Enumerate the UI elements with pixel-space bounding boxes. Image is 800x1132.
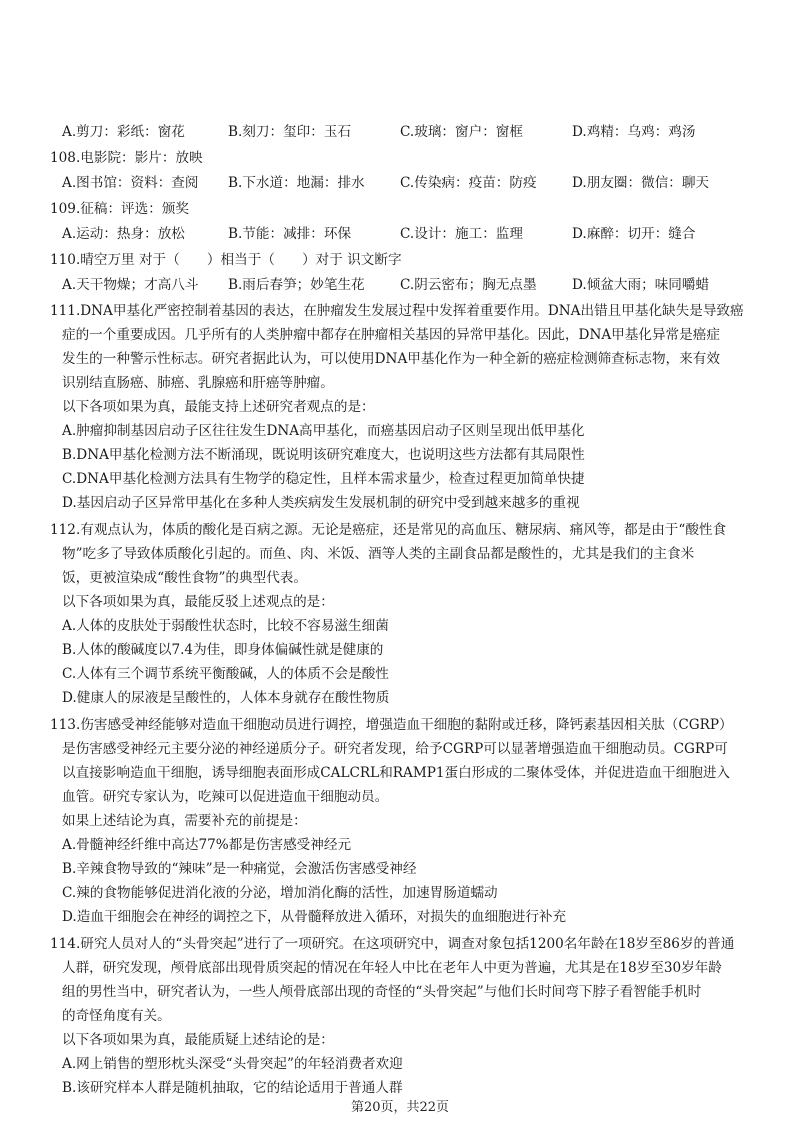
option-d: D.基因启动子区异常甲基化在多种人类疾病发生发展机制的研究中受到越来越多的重视 xyxy=(62,495,580,511)
question-stem-line: 症的一个重要成因。几乎所有的人类肿瘤中都存在肿瘤相关基因的异常甲基化。因此，DNA甲基化异常是癌症 xyxy=(62,327,720,343)
option-d: D.鸡精：乌鸡：鸡汤 xyxy=(572,124,696,140)
option-b: B.节能：减排：环保 xyxy=(228,226,352,242)
question-stem-line: 113.伤害感受神经能够对造血干细胞动员进行调控，增强造血干细胞的黏附或迁移，降钙素基因相关肽（CGRP） xyxy=(50,717,733,733)
option-c: C.传染病：疫苗：防疫 xyxy=(400,175,537,191)
option-row xyxy=(50,221,768,248)
option-d: D.麻醉：切开：缝合 xyxy=(572,226,696,242)
question-108 xyxy=(50,146,768,197)
question-stem-line: 物”吃多了导致体质酸化引起的。而鱼、肉、米饭、酒等人类的主副食品都是酸性的，尤其是我们的主食米 xyxy=(62,546,695,562)
question-stem-line: 识别结直肠癌、肺癌、乳腺癌和肝癌等肿瘤。 xyxy=(62,375,334,391)
option-d: D.倾盆大雨；味同嚼蜡 xyxy=(572,277,710,293)
option-c: C.人体有三个调节系统平衡酸碱，人的体质不会是酸性 xyxy=(62,666,389,682)
option-d: D.健康人的尿液是呈酸性的，人体本身就存在酸性物质 xyxy=(62,690,390,706)
option-d: D.造血干细胞会在神经的调控之下，从骨髓释放进入循环，对损失的血细胞进行补充 xyxy=(62,909,567,925)
question-stem: 110.晴空万里 对于（ ）相当于（ ）对于 识文断字 xyxy=(50,252,402,268)
option-a: A.运动：热身：放松 xyxy=(62,226,185,242)
option-a: A.肿瘤抑制基因启动子区往往发生DNA高甲基化，而癌基因启动子区则呈现出低甲基化 xyxy=(62,423,585,439)
option-b: B.雨后春笋；妙笔生花 xyxy=(228,277,365,293)
option-a: A.天干物燥；才高八斗 xyxy=(62,277,199,293)
question-stem-line: 111.DNA甲基化严密控制着基因的表达，在肿瘤发生发展过程中发挥着重要作用。DNA出错且甲基化缺失是导致癌 xyxy=(50,303,744,319)
option-b: B.下水道：地漏：排水 xyxy=(228,175,365,191)
question-list xyxy=(50,119,768,1100)
option-b: B.该研究样本人群是随机抽取，它的结论适用于普通人群 xyxy=(62,1080,403,1096)
question-stem: 108.电影院：影片：放映 xyxy=(50,150,203,166)
question-stem-line: 血管。研究专家认为，吃辣可以促进造血干细胞动员。 xyxy=(62,789,389,805)
option-c: C.辣的食物能够促进消化液的分泌，增加消化酶的活性，加速胃肠道蠕动 xyxy=(62,885,498,901)
option-c: C.玻璃：窗户：窗框 xyxy=(400,124,523,140)
question-stem: 109.征稿：评选：颁奖 xyxy=(50,201,190,217)
question-stem-line: 112.有观点认为，体质的酸化是百病之源。无论是癌症，还是常见的高血压、糖尿病、痛风等，都是由于“酸性食 xyxy=(50,522,727,538)
question-111 xyxy=(50,299,768,515)
option-b: B.人体的酸碱度以7.4为佳，即身体偏碱性就是健康的 xyxy=(62,642,384,658)
question-prompt: 以下各项如果为真，最能质疑上述结论的是： xyxy=(62,1032,334,1048)
question-107 xyxy=(50,119,768,146)
question-114 xyxy=(50,932,768,1100)
option-b: B.刻刀：玺印：玉石 xyxy=(228,124,352,140)
option-row xyxy=(50,119,768,146)
question-stem-line: 人群，研究发现，颅骨底部出现骨质突起的情况在年轻人中比在老年人中更为普遍，尤其是在18岁至30岁年龄 xyxy=(62,960,722,976)
question-110 xyxy=(50,248,768,299)
question-prompt: 如果上述结论为真，需要补充的前提是： xyxy=(62,813,307,829)
question-113 xyxy=(50,713,768,929)
option-a: A.人体的皮肤处于弱酸性状态时，比较不容易滋生细菌 xyxy=(62,618,389,634)
option-a: A.骨髓神经纤维中高达77%都是伤害感受神经元 xyxy=(62,837,352,853)
page-number: 第20页，共22页 xyxy=(350,1100,450,1115)
option-c: C.DNA甲基化检测方法具有生物学的稳定性，且样本需求量少，检查过程更加简单快捷 xyxy=(62,471,585,487)
question-prompt: 以下各项如果为真，最能支持上述研究者观点的是： xyxy=(62,399,375,415)
question-stem-line: 以直接影响造血干细胞，诱导细胞表面形成CALCRL和RAMP1蛋白形成的二聚体受体，并促进造血干细胞进入 xyxy=(62,765,731,781)
option-a: A.图书馆：资料：查阅 xyxy=(62,175,199,191)
option-c: C.阴云密布；胸无点墨 xyxy=(400,277,537,293)
option-a: A.剪刀：彩纸：窗花 xyxy=(62,124,185,140)
option-d: D.朋友圈：微信：聊天 xyxy=(572,175,710,191)
question-stem-line: 114.研究人员对人的“头骨突起”进行了一项研究。在这项研究中，调查对象包括1200名年龄在18岁至86岁的普通 xyxy=(50,936,735,952)
option-b: B.DNA甲基化检测方法不断涌现，既说明该研究难度大，也说明这些方法都有其局限性 xyxy=(62,447,585,463)
question-112 xyxy=(50,518,768,710)
option-row xyxy=(50,170,768,197)
question-stem-line: 饭，更被渲染成“酸性食物”的典型代表。 xyxy=(62,570,307,586)
option-b: B.辛辣食物导致的“辣味”是一种痛觉，会激活伤害感受神经 xyxy=(62,861,417,877)
question-prompt: 以下各项如果为真，最能反驳上述观点的是： xyxy=(62,594,334,610)
question-stem-line: 组的男性当中，研究者认为，一些人颅骨底部出现的奇怪的“头骨突起”与他们长时间弯下脖子看智能手机时 xyxy=(62,984,702,1000)
question-stem-line: 的奇怪角度有关。 xyxy=(62,1008,171,1024)
question-stem-line: 发生的一种警示性标志。研究者据此认为，可以使用DNA甲基化作为一种全新的癌症检测筛查标志物，来有效 xyxy=(62,351,720,367)
question-109 xyxy=(50,197,768,248)
option-row xyxy=(50,272,768,299)
option-c: C.设计：施工：监理 xyxy=(400,226,523,242)
question-stem-line: 是伤害感受神经元主要分泌的神经递质分子。研究者发现，给予CGRP可以显著增强造血干细胞动员。CGRP可 xyxy=(62,741,728,757)
option-a: A.网上销售的塑形枕头深受“头骨突起”的年轻消费者欢迎 xyxy=(62,1056,403,1072)
